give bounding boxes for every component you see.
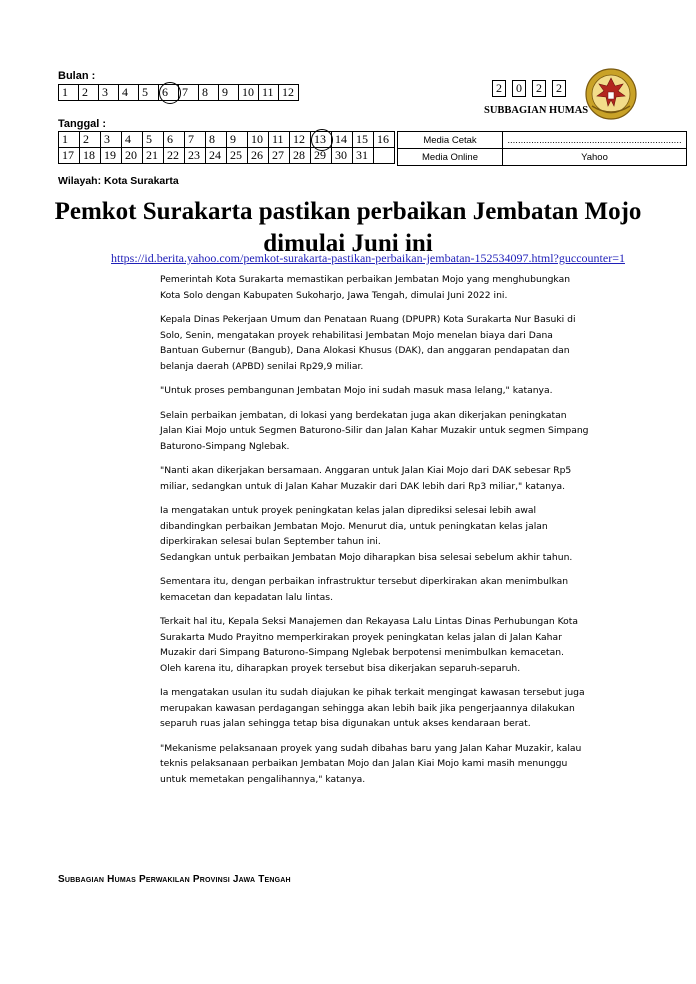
grid-cell: 1 (59, 132, 80, 148)
grid-cell: 19 (101, 148, 122, 164)
empty-cell (374, 148, 395, 164)
grid-cell: 7 (179, 85, 199, 101)
article-paragraph: Pemerintah Kota Surakarta memastikan perbaikan Jembatan Mojo yang menghubungkan Kota Solo dengan Kabupaten Sukoharjo, Jawa Tengah, dimulai Juni 2022 ini. (160, 274, 571, 301)
grid-cell: 2 (79, 85, 99, 101)
grid-cell: 24 (206, 148, 227, 164)
grid-cell: 6 (164, 132, 185, 148)
media-cetak-value: .................................................................. (503, 132, 687, 149)
grid-cell: 3 (101, 132, 122, 148)
year-digit: 2 (532, 80, 546, 97)
article-paragraph: "Nanti akan dikerjakan bersamaan. Anggaran untuk Jalan Kiai Mojo dari DAK sebesar Rp5 miliar, sedangkan untuk di Jalan Kahar Muzakir dari DAK lebih dari Rp3 miliar," katanya. (160, 465, 572, 492)
grid-cell: 15 (353, 132, 374, 148)
grid-cell: 2 (80, 132, 101, 148)
grid-cell: 4 (119, 85, 139, 101)
wilayah-label: Wilayah: Kota Surakarta (58, 175, 179, 187)
grid-cell: 27 (269, 148, 290, 164)
media-online-value: Yahoo (503, 149, 687, 166)
footer-text: Subbagian Humas Perwakilan Provinsi Jawa Tengah (58, 874, 291, 885)
bulan-label: Bulan : (58, 70, 96, 82)
article-paragraph: Terkait hal itu, Kepala Seksi Manajemen dan Rekayasa Lalu Lintas Dinas Perhubungan Kota Surakarta Mudo Prayitno memperkirakan proyek peningkatan kelas jalan di Jalan Kahar Muzakir dari Simpang Baturono-Simpang Nglebak berpotensi menimbulkan kemacetan. Oleh karena itu, diharapkan proyek tersebut bisa dikerjakan separuh-separuh. (160, 616, 579, 674)
grid-cell (159, 85, 179, 101)
grid-cell: 20 (122, 148, 143, 164)
title-line-1: Pemkot Surakarta pastikan perbaikan Jembatan Mojo (54, 198, 642, 225)
grid-cell: 29 (311, 148, 332, 164)
year-digit: 0 (512, 80, 526, 97)
grid-cell: 7 (185, 132, 206, 148)
grid-cell: 1 (59, 85, 79, 101)
grid-cell: 26 (248, 148, 269, 164)
article-paragraph: "Mekanisme pelaksanaan proyek yang sudah dibahas baru yang Jalan Kahar Muzakir, kalau teknis pelaksanaan perbaikan Jembatan Mojo dan Jalan Kiai Mojo kami masih menunggu untuk memetakan pengalihannya," katanya. (160, 742, 582, 785)
year-digit: 2 (552, 80, 566, 97)
grid-cell: 30 (332, 148, 353, 164)
grid-cell: 5 (143, 132, 164, 148)
grid-cell: 16 (374, 132, 395, 148)
grid-cell: 5 (139, 85, 159, 101)
grid-cell: 11 (259, 85, 279, 101)
grid-cell: 9 (219, 85, 239, 101)
article-paragraph: Ia mengatakan usulan itu sudah diajukan ke pihak terkait mengingat kawasan tersebut juga merupakan kawasan perdagangan sehingga akan lebih baik jika pengerjaannya dilakukan separuh ruas jalan sehingga tetap bisa digunakan untuk akses kendaraan berat. (160, 687, 585, 729)
grid-cell: 17 (59, 148, 80, 164)
grid-cell: 14 (332, 132, 353, 148)
article-paragraph: Selain perbaikan jembatan, di lokasi yang berdekatan juga akan dikerjakan peningkatan Jalan Kiai Mojo untuk Segmen Baturono-Silir dan Jalan Kahar Muzakir untuk segmen Simpang Baturono-Simpang Nglebak. (160, 409, 589, 452)
grid-cell: 9 (227, 132, 248, 148)
grid-cell: 3 (99, 85, 119, 101)
year-digit: 2 (492, 80, 506, 97)
media-cetak-label: Media Cetak (398, 132, 503, 149)
selected-circle-marker: 6 (162, 85, 168, 99)
title-line-2: dimulai Juni ini (263, 230, 433, 257)
grid-cell: 28 (290, 148, 311, 164)
source-link[interactable]: https://id.berita.yahoo.com/pemkot-surakarta-pastikan-perbaikan-jembatan-152534097.html?guccounter=1 (111, 251, 625, 265)
grid-cell: 8 (199, 85, 219, 101)
day-grid (58, 131, 395, 164)
grid-cell: 23 (185, 148, 206, 164)
article-body (160, 272, 590, 796)
tanggal-label: Tanggal : (58, 118, 107, 130)
grid-cell: 12 (279, 85, 299, 101)
emblem-logo (584, 66, 638, 122)
grid-cell: 21 (143, 148, 164, 164)
grid-cell: 4 (122, 132, 143, 148)
article-paragraph: Sementara itu, dengan perbaikan infrastruktur tersebut diperkirakan akan menimbulkan kemacetan dan kepadatan lalu lintas. (160, 576, 569, 603)
article-paragraph: Kepala Dinas Pekerjaan Umum dan Penataan Ruang (DPUPR) Kota Surakarta Nur Basuki di Solo, Senin, mengatakan proyek rehabilitasi Jembatan Mojo menelan biaya dari Dana Bantuan Gubernur (Bangub), Dana Alokasi Khusus (DAK), dan anggaran pendapatan dan belanja daerah (APBD) senilai Rp29,9 miliar. (160, 314, 576, 372)
media-table (397, 131, 687, 166)
media-online-label: Media Online (398, 149, 503, 166)
grid-cell (311, 132, 332, 148)
year-box (492, 80, 566, 97)
month-grid (58, 84, 299, 101)
grid-cell: 11 (269, 132, 290, 148)
org-label: SUBBAGIAN HUMAS (484, 105, 589, 116)
grid-cell: 8 (206, 132, 227, 148)
grid-cell: 10 (239, 85, 259, 101)
grid-cell: 18 (80, 148, 101, 164)
grid-cell: 22 (164, 148, 185, 164)
grid-cell: 12 (290, 132, 311, 148)
selected-circle-marker: 13 (314, 132, 326, 146)
article-paragraph: "Untuk proses pembangunan Jembatan Mojo ini sudah masuk masa lelang," katanya. (160, 385, 553, 396)
grid-cell: 31 (353, 148, 374, 164)
grid-cell: 25 (227, 148, 248, 164)
article-paragraph: Ia mengatakan untuk proyek peningkatan kelas jalan diprediksi selesai lebih awal dibandingkan perbaikan Jembatan Mojo. Menurut dia, untuk peningkatan kelas jalan diperkirakan selesai bulan September tahun ini. Sedangkan untuk perbaikan Jembatan Mojo diharapkan bisa selesai sebelum akhir tahun. (160, 505, 573, 563)
grid-cell: 10 (248, 132, 269, 148)
